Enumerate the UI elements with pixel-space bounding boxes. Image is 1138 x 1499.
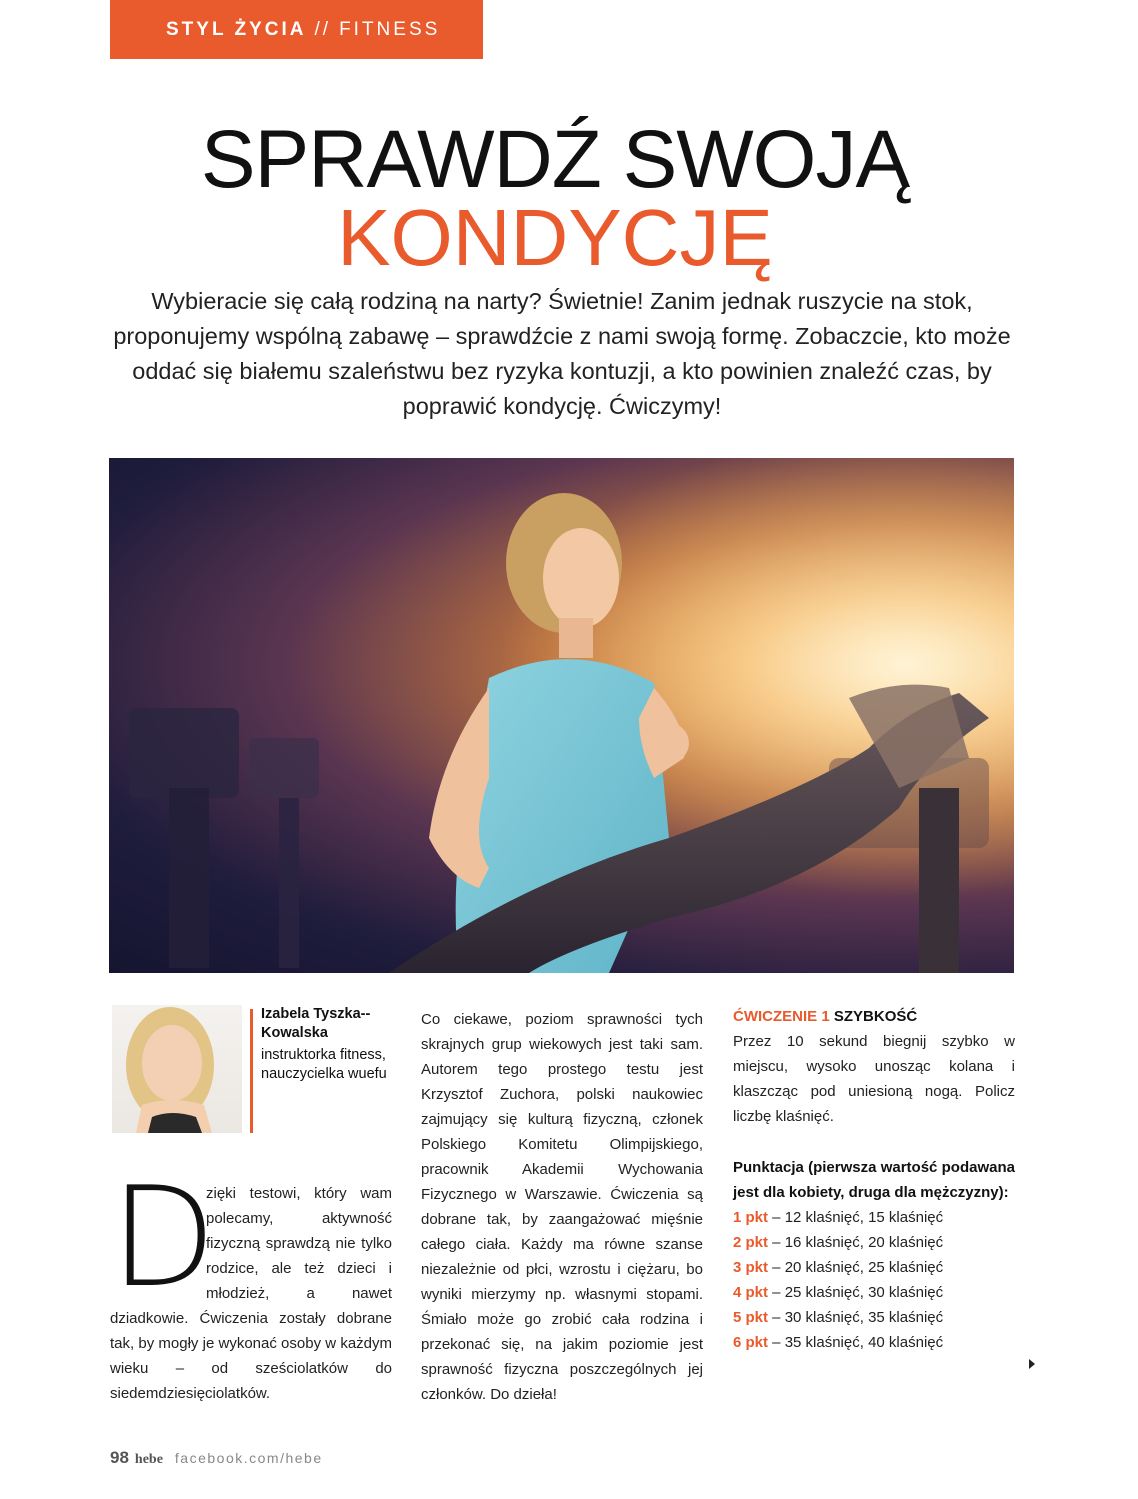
author-accent-bar: [250, 1009, 253, 1133]
score-text: – 35 klaśnięć, 40 klaśnięć: [768, 1334, 944, 1351]
dropcap-letter: D: [110, 1157, 217, 1318]
section-subcategory: FITNESS: [339, 18, 441, 40]
lead-paragraph: Wybieracie się całą rodziną na narty? Świetnie! Zanim jednak ruszycie na stok, proponujemy wspólną zabawę – sprawdźcie z nami swoją formę. Zobaczcie, kto może oddać się białemu szaleństwu bez ryzyka kontuzji, a kto powinien znaleźć czas, by poprawić kondycję. Ćwiczymy!: [113, 288, 1011, 419]
score-row: [733, 1330, 1015, 1355]
author-name: Izabela Tyszka--Kowalska: [261, 1006, 371, 1041]
exercise-description: Przez 10 sekund biegnij szybko w miejscu, wysoko unosząc kolana i klaszcząc pod uniesioną nogą. Policz liczbę klaśnięć.: [733, 1033, 1015, 1125]
woman-on-treadmill-illustration: [109, 458, 1014, 973]
score-points: 6 pkt: [733, 1334, 769, 1351]
body-text-1: zięki testowi, który wam polecamy, aktywność fizyczną sprawdzą nie tylko rodzice, ale też dzieci i młodzież, a nawet dziadkowie. Ćwiczenia zostały dobrane tak, by mogły je wykonać osoby w każdym wieku – od sześciolatków do siedemdziesięciolatków.: [110, 1185, 392, 1402]
hero-photo: [109, 458, 1014, 973]
author-photo: [112, 1005, 242, 1133]
author-portrait-illustration: [112, 1005, 242, 1133]
score-text: – 16 klaśnięć, 20 klaśnięć: [768, 1234, 944, 1251]
continue-arrow-icon: [1029, 1359, 1035, 1369]
page-number: 98: [110, 1448, 129, 1467]
exercise-box: [733, 1006, 1015, 1355]
social-link: facebook.com/hebe: [174, 1450, 323, 1466]
page-footer: [110, 1448, 323, 1470]
section-tab: [110, 0, 483, 59]
score-points: 5 pkt: [733, 1309, 769, 1326]
score-text: – 20 klaśnięć, 25 klaśnięć: [768, 1259, 944, 1276]
score-points: 4 pkt: [733, 1284, 769, 1301]
scoring-heading: Punktacja (pierwsza wartość podawana jest dla kobiety, druga dla mężczyzny):: [733, 1159, 1015, 1201]
score-text: – 12 klaśnięć, 15 klaśnięć: [768, 1209, 944, 1226]
score-text: – 30 klaśnięć, 35 klaśnięć: [768, 1309, 944, 1326]
score-points: 3 pkt: [733, 1259, 769, 1276]
body-column-1: [110, 1157, 392, 1406]
body-text-2: Co ciekawe, poziom sprawności tych skrajnych grup wiekowych jest taki sam. Autorem tego prostego testu jest Krzysztof Zuchora, polski naukowiec zajmujący się kulturą fizyczną, członek Polskiego Komitetu Olimpijskiego, pracownik Akademii Wychowania Fizycznego w Warszawie. Ćwiczenia są dobrane tak, by zaangażować mięśnie całego ciała. Każdy ma równe szanse niezależnie od płci, wzrostu i ciężaru, bo wyniki mierzymy np. własnymi stopami. Śmiało może go zrobić cała rodzina i przekonać się, na jakim poziomie jest sprawność fizyczna poszczególnych jej członków. Do dzieła!: [421, 1011, 703, 1403]
score-row: [733, 1255, 1015, 1280]
score-row: [733, 1205, 1015, 1230]
title-line-1: SPRAWDŹ SWOJĄ: [200, 114, 910, 205]
brand-logo: hebe: [134, 1452, 163, 1467]
exercise-label: ĆWICZENIE 1: [733, 1008, 830, 1025]
section-separator: //: [314, 18, 332, 40]
score-row: [733, 1305, 1015, 1330]
body-column-2: [421, 1007, 703, 1407]
exercise-heading: [733, 1006, 1015, 1028]
section-category: STYL ŻYCIA: [166, 18, 307, 40]
score-text: – 25 klaśnięć, 30 klaśnięć: [768, 1284, 944, 1301]
author-role: instruktorka fitness, nauczycielka wuefu: [261, 1047, 387, 1082]
score-points: 1 pkt: [733, 1209, 769, 1226]
title-line-2: KONDYCJĘ: [337, 193, 773, 282]
score-row: [733, 1280, 1015, 1305]
score-points: 2 pkt: [733, 1234, 769, 1251]
score-row: [733, 1230, 1015, 1255]
exercise-name: SZYBKOŚĆ: [833, 1008, 918, 1025]
